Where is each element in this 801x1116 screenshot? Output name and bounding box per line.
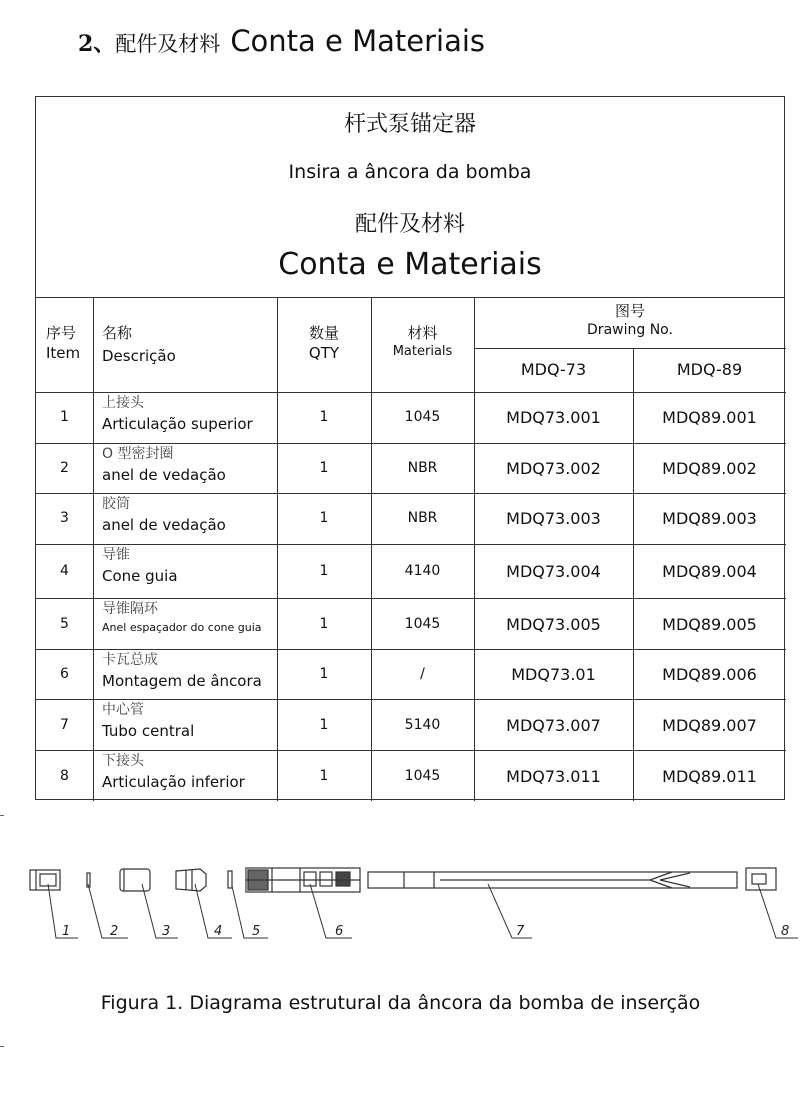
row-description-zh: 上接头 — [102, 395, 144, 411]
row-material: NBR — [407, 510, 438, 526]
row-drawing-mdq89: MDQ89.004 — [662, 562, 757, 581]
row-drawing-mdq89: MDQ89.005 — [662, 614, 757, 634]
row-item-number: 7 — [60, 716, 69, 733]
row-description — [102, 395, 274, 433]
row-item-number: 2 — [60, 460, 69, 476]
row-description-pt: Tubo central — [102, 721, 195, 740]
row-description-zh: 导锥 — [102, 547, 130, 563]
figure-label-6: 6 — [335, 924, 344, 939]
row-material: NBR — [407, 460, 438, 476]
table-subtitle-pt: Conta e Materiais — [278, 247, 542, 282]
row-material: 1045 — [404, 615, 441, 632]
table-title-pt: Insira a âncora da bomba — [288, 161, 532, 183]
row-drawing-mdq89: MDQ89.006 — [662, 665, 757, 684]
row-material: 1045 — [404, 409, 441, 425]
row-description — [102, 547, 274, 585]
part-upper-joint — [30, 870, 60, 890]
row-drawing-mdq73: MDQ73.007 — [506, 715, 601, 735]
row-description-pt: anel de vedação — [102, 465, 226, 484]
row-item-number: 1 — [60, 409, 69, 425]
row-description-pt: Montagem de âncora — [102, 671, 262, 690]
page-mark — [0, 1046, 4, 1047]
row-drawing-mdq73: MDQ73.011 — [506, 766, 601, 786]
part-lower-joint — [746, 868, 776, 890]
row-qty: 1 — [319, 666, 329, 682]
figure-label-3: 3 — [162, 924, 171, 939]
row-qty: 1 — [319, 767, 329, 784]
header-item: 序号 Item — [46, 324, 81, 363]
figure-label-5: 5 — [252, 924, 261, 939]
leader-lines — [48, 884, 798, 938]
table-subtitle-zh: 配件及材料 — [354, 212, 465, 237]
row-drawing-mdq73: MDQ73.003 — [506, 509, 601, 528]
row-description-zh: 导锥隔环 — [102, 601, 158, 617]
row-description-zh: 下接头 — [102, 753, 144, 769]
part-spacer-ring — [228, 871, 232, 888]
row-drawing-mdq73: MDQ73.005 — [506, 614, 601, 634]
header-model-73: MDQ-73 — [520, 360, 587, 379]
row-qty: 1 — [319, 460, 329, 476]
parts-table — [35, 96, 785, 800]
row-item-number: 8 — [60, 767, 69, 784]
figure-caption: Figura 1. Diagrama estrutural da âncora da bomba de inserção — [100, 992, 701, 1014]
row-description-pt: anel de vedação — [102, 515, 226, 534]
row-drawing-mdq89: MDQ89.001 — [662, 408, 757, 427]
row-description-zh: O 型密封圈 — [102, 446, 174, 462]
part-anchor-assembly — [246, 868, 360, 892]
row-qty: 1 — [319, 716, 329, 733]
figure-label-2: 2 — [110, 924, 119, 939]
row-drawing-mdq89: MDQ89.007 — [662, 715, 757, 735]
page-mark — [0, 815, 4, 816]
row-material: 4140 — [404, 563, 441, 579]
row-drawing-mdq89: MDQ89.003 — [662, 509, 757, 528]
row-description-zh: 中心管 — [102, 702, 144, 718]
row-description — [102, 753, 274, 791]
row-item-number: 5 — [60, 615, 69, 632]
row-drawing-mdq89: MDQ89.002 — [662, 459, 757, 478]
header-drawing-no: 图号 Drawing No. — [587, 302, 673, 339]
row-drawing-mdq73: MDQ73.002 — [506, 459, 601, 478]
row-qty: 1 — [319, 510, 329, 526]
row-description — [102, 446, 274, 484]
figure-labels — [62, 924, 789, 939]
part-rubber-sleeve — [120, 869, 150, 891]
row-description-zh: 胶筒 — [102, 496, 130, 512]
row-description-pt: Articulação superior — [102, 414, 253, 433]
figure-label-7: 7 — [516, 924, 525, 939]
part-guide-cone — [176, 869, 206, 891]
pump-anchor-diagram — [0, 840, 801, 950]
header-model-89: MDQ-89 — [676, 360, 743, 379]
row-material: 1045 — [404, 767, 441, 784]
row-material: / — [420, 666, 425, 682]
figure-label-1: 1 — [62, 924, 71, 939]
figure-label-4: 4 — [214, 924, 223, 939]
header-materials: 材料 Materials — [392, 324, 453, 360]
row-drawing-mdq89: MDQ89.011 — [662, 766, 757, 786]
table-title-block — [36, 97, 784, 298]
row-drawing-mdq73: MDQ73.004 — [506, 562, 601, 581]
row-description — [102, 652, 274, 690]
row-item-number: 6 — [60, 666, 69, 682]
table-title-zh: 杆式泵锚定器 — [343, 112, 476, 137]
row-description — [102, 601, 274, 634]
figure-label-8: 8 — [781, 924, 790, 939]
row-qty: 1 — [319, 615, 329, 632]
row-material: 5140 — [404, 716, 441, 733]
row-item-number: 3 — [60, 510, 69, 526]
part-central-tube — [368, 872, 737, 888]
row-description-pt: Cone guia — [102, 566, 178, 585]
row-description-zh: 卡瓦总成 — [102, 652, 158, 668]
row-drawing-mdq73: MDQ73.01 — [511, 665, 596, 684]
row-description — [102, 702, 274, 740]
section-heading — [78, 24, 485, 59]
header-description: 名称 Descrição — [102, 324, 176, 366]
row-description-pt: Articulação inferior — [102, 772, 245, 791]
row-description-pt: Anel espaçador do cone guia — [102, 620, 262, 634]
header-qty: 数量 QTY — [308, 324, 340, 363]
section-title-pt: Conta e Materiais — [230, 24, 486, 58]
row-drawing-mdq73: MDQ73.001 — [506, 408, 601, 427]
section-title-zh: 配件及材料 — [115, 32, 221, 56]
row-qty: 1 — [319, 563, 329, 579]
row-item-number: 4 — [60, 563, 69, 579]
row-description — [102, 496, 274, 534]
section-number: 2、 — [78, 31, 116, 57]
row-qty: 1 — [319, 409, 329, 425]
